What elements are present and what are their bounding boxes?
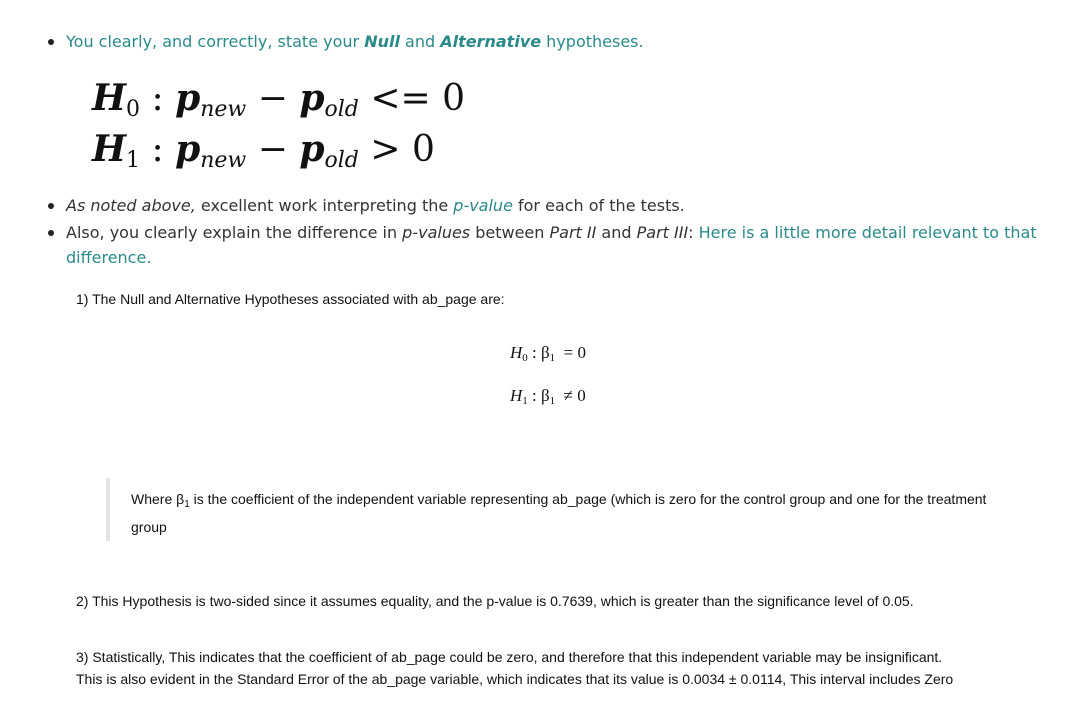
h0-symbol: H [92, 77, 127, 119]
text: hypotheses. [541, 32, 644, 51]
blockquote-where [131, 488, 991, 538]
p-new-symbol: p [175, 128, 201, 170]
zero: 0 [442, 78, 466, 119]
link-text[interactable]: difference. [66, 248, 152, 267]
beta-subscript: 1 [184, 499, 190, 510]
text: for each of the tests. [512, 196, 685, 215]
text: and [399, 32, 441, 51]
bullet-dot [48, 39, 54, 45]
feedback-item-hypotheses [66, 29, 644, 54]
h1-symbol: H [510, 386, 523, 405]
h0-subscript: 0 [126, 97, 141, 122]
part-ii: Part II [549, 223, 597, 242]
text: : [688, 223, 699, 242]
text: This is also evident in the Standard Error of the ab_page variable, which indicates that its value is 0.0034 ± 0.0114, This interval includes Zero [76, 671, 954, 687]
text: You clearly, and correctly, state your [66, 32, 365, 51]
beta-h1-formula [510, 386, 586, 407]
h1-formula [92, 129, 435, 181]
new-subscript: new [200, 97, 247, 122]
h0-subscript: 0 [522, 352, 528, 364]
relation: > [370, 129, 401, 170]
alternative-word: Alternative [440, 32, 542, 51]
text: is the coefficient of the independent variable representing ab_page (which is zero for the control group and one for the treatment group [131, 491, 987, 535]
old-subscript: old [324, 97, 359, 122]
null-word: Null [364, 32, 400, 51]
p-old-symbol: p [299, 128, 325, 170]
beta-symbol: β [541, 386, 550, 405]
feedback-item-pvalue [66, 193, 685, 218]
beta-symbol: β [541, 343, 550, 362]
bullet-dot [48, 203, 54, 209]
text: Where [131, 491, 177, 507]
p-new-symbol: p [175, 77, 201, 119]
value: 0 [577, 343, 587, 362]
report-item-1: 1) The Null and Alternative Hypotheses associated with ab_page are: [76, 291, 505, 307]
value: 0 [577, 386, 586, 405]
beta-subscript: 1 [549, 395, 556, 407]
h1-symbol: H [92, 128, 127, 170]
colon: : [151, 78, 164, 119]
minus-sign: − [257, 129, 288, 170]
zero: 0 [411, 129, 435, 170]
colon: : [532, 386, 537, 405]
colon: : [532, 343, 537, 362]
h0-symbol: H [510, 343, 523, 362]
beta-h0-formula [510, 343, 586, 364]
text: excellent work interpreting the [195, 196, 454, 215]
relation: ≠ [563, 386, 574, 405]
relation: <= [370, 78, 431, 119]
report-item-2: 2) This Hypothesis is two-sided since it assumes equality, and the p-value is 0.7639, which is greater than the significance level of 0.05. [76, 593, 914, 609]
blockquote-bar [106, 478, 110, 541]
text: As noted above, [66, 196, 196, 215]
beta-subscript: 1 [549, 352, 556, 364]
h0-formula [92, 78, 465, 130]
bullet-dot [48, 230, 54, 236]
relation: = [563, 343, 574, 362]
feedback-item-difference [66, 220, 1056, 270]
h1-subscript: 1 [522, 395, 528, 407]
text: 3) Statistically, This indicates that the coefficient of ab_page could be zero, and therefore that this independent variable may be insignificant. [76, 649, 943, 665]
text: Also, you clearly explain the difference in [66, 223, 403, 242]
part-iii: Part III [636, 223, 689, 242]
minus-sign: − [257, 78, 288, 119]
pvalue-term: p-value [453, 196, 513, 215]
colon: : [151, 129, 164, 170]
text: and [596, 223, 637, 242]
new-subscript: new [200, 148, 247, 173]
pvalues-term: p-values [402, 223, 471, 242]
link-text[interactable]: Here is a little more detail relevant to that [698, 223, 1037, 242]
old-subscript: old [324, 148, 359, 173]
report-item-3 [76, 646, 953, 690]
beta-symbol: β [176, 491, 185, 507]
text: between [470, 223, 550, 242]
h1-subscript: 1 [126, 148, 141, 173]
p-old-symbol: p [299, 77, 325, 119]
